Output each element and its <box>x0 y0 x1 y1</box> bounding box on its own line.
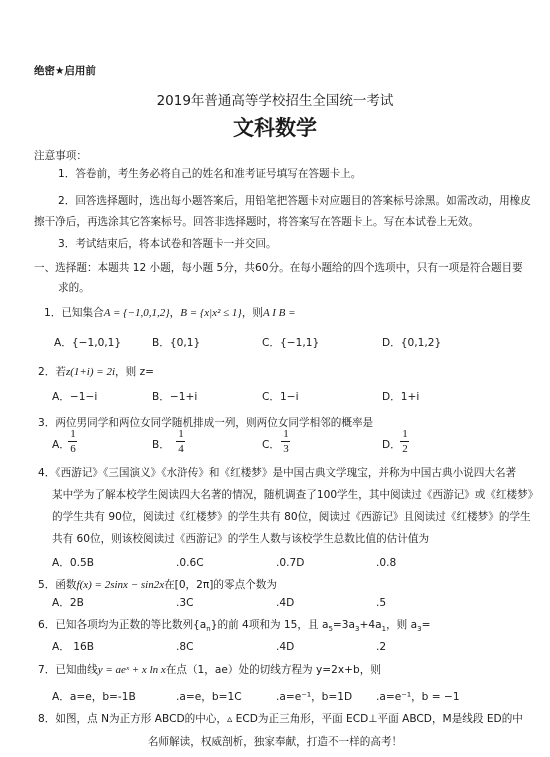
question-7-stem: 7．已知曲线y = aeˣ + x ln x在点（1，ae）处的切线方程为 y=2x+b，则 <box>38 664 381 676</box>
note-2-line-2: 擦干净后，再选涂其它答案标号。回答非选择题时，将答案写在答题卡上。写在本试卷上无效。 <box>34 216 479 228</box>
question-4-option-d: .0.8 <box>376 557 397 569</box>
question-4-line-3: 的学生共有 90位，阅读过《红楼梦》的学生共有 80位，阅读过《西游记》且阅读过《红楼梦》的学生 <box>52 511 531 523</box>
section-1-heading-cont: 求的。 <box>58 282 90 294</box>
fraction-b-numerator: 1 <box>178 428 184 440</box>
question-6-option-c: .4D <box>276 641 295 653</box>
fraction-d-bar <box>400 441 409 442</box>
section-1-heading: 一、选择题：本题共 12 小题，每小题 5分，共60分。在每小题给的四个选项中，只有一项是符合题目要 <box>34 262 523 274</box>
question-2-option-c: C．1−i <box>262 391 299 403</box>
fraction-c-numerator: 1 <box>283 428 289 440</box>
question-4-option-a: A．0.5B <box>52 557 94 569</box>
question-4-option-c: .0.7D <box>276 557 305 569</box>
question-6-option-b: .8C <box>176 641 194 653</box>
question-7-option-a: A．a=e，b=-1B <box>52 691 136 703</box>
question-3-option-b: B． <box>152 439 170 451</box>
question-3-option-c: C． <box>262 439 280 451</box>
question-2-option-a: A．−1−i <box>52 391 98 403</box>
question-4-line-1: 4．《西游记》《三国演义》《水浒传》和《红楼梦》是中国古典文学瑰宝，并称为中国古典小说四大名著 <box>38 467 517 479</box>
question-6-option-a: A． 16B <box>52 641 94 653</box>
question-5-option-a: A．2B <box>52 597 84 609</box>
question-1-option-d: D．{0,1,2} <box>382 337 442 349</box>
question-1-option-a: A．{−1,0,1} <box>54 337 122 349</box>
question-2-stem: 2．若z(1+i) = 2i，则 z= <box>38 366 155 378</box>
question-3-stem: 3．两位男同学和两位女同学随机排成一列，则两位女同学相邻的概率是 <box>38 417 374 429</box>
secret-label: 绝密★启用前 <box>34 65 96 77</box>
fraction-d-denominator: 2 <box>402 443 408 455</box>
question-4-line-2: 某中学为了解本校学生阅读四大名著的情况，随机调查了100学生，其中阅读过《西游记》或《红楼梦》 <box>52 489 539 501</box>
note-3: 3．考试结束后，将本试卷和答题卡一并交回。 <box>58 238 277 250</box>
question-3-option-a: A． <box>52 439 70 451</box>
question-6-stem: 6．已知各项均为正数的等比数列$\{a_n\}$的前 4项和为 15，且 $a_5=3a_3+4a_1$，则 $a_3=$ <box>38 619 431 634</box>
fraction-c-denominator: 3 <box>283 443 289 455</box>
fraction-b-denominator: 4 <box>178 443 184 455</box>
question-4-option-b: .0.6C <box>176 557 204 569</box>
question-4-line-4: 共有 60位，则该校阅读过《西游记》的学生人数与该校学生总数比值的估计值为 <box>52 533 430 545</box>
question-1-stem: 1．已知集合A = {−1,0,1,2}，B = {x|x² ≤ 1}，则A I B = <box>44 307 296 319</box>
subject-title: 文科数学 <box>233 116 317 140</box>
exam-title: 2019年普通高等学校招生全国统一考试 <box>156 93 394 109</box>
question-8-line-1: 8．如图，点 N为正方形 ABCD的中心，▵ ECD为正三角形，平面 ECD⊥平面 ABCD，M是线段 ED的中 <box>38 713 523 725</box>
question-1-option-c: C．{−1,1} <box>262 337 320 349</box>
fraction-a-bar <box>68 441 77 442</box>
question-3-option-d: D． <box>382 439 401 451</box>
note-2-line-1: 2．回答选择题时，选出每小题答案后，用铅笔把答题卡对应题目的答案标号涂黑。如需改动，用橡皮 <box>58 195 531 207</box>
question-2-option-d: D．1+i <box>382 391 420 403</box>
question-1-option-b: B．{0,1} <box>152 337 201 349</box>
page-footer: 名师解读，权威剖析，独家奉献，打造不一样的高考！ <box>147 736 403 748</box>
fraction-c-bar <box>281 441 290 442</box>
question-7-option-c: .a=e⁻¹，b=1D <box>276 691 353 703</box>
question-5-option-b: .3C <box>176 597 194 609</box>
question-5-stem: 5．函数f(x) = 2sinx − sin2x在[0，2π]的零点个数为 <box>38 579 277 591</box>
question-7-option-b: .a=e，b=1C <box>176 691 242 703</box>
question-6-option-d: .2 <box>376 641 387 653</box>
fraction-a-numerator: 1 <box>70 428 76 440</box>
fraction-d-numerator: 1 <box>402 428 408 440</box>
notes-heading: 注意事项： <box>34 150 87 162</box>
fraction-a-denominator: 6 <box>70 443 76 455</box>
question-5-option-d: .5 <box>376 597 387 609</box>
question-2-option-b: B．−1+i <box>152 391 198 403</box>
note-1: 1．答卷前，考生务必将自己的姓名和准考证号填写在答题卡上。 <box>58 168 362 180</box>
question-5-option-c: .4D <box>276 597 295 609</box>
question-7-option-d: .a=e⁻¹，b = −1 <box>376 691 460 703</box>
fraction-b-bar <box>176 441 185 442</box>
